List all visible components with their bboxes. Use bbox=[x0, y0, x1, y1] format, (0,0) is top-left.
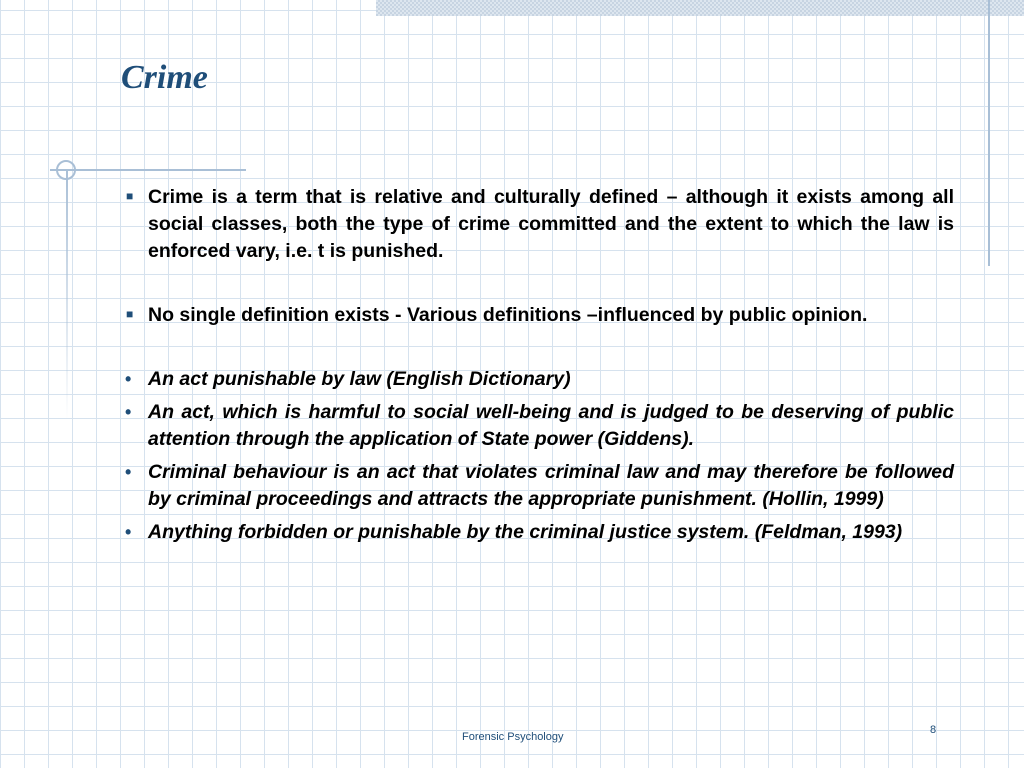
square-bullet-icon: ■ bbox=[126, 307, 134, 321]
right-decorative-rule bbox=[988, 0, 990, 266]
dot-bullet-icon: • bbox=[125, 522, 132, 542]
definition-item bbox=[124, 459, 954, 513]
bullet-text: No single definition exists - Various definitions –influenced by public opinion. bbox=[148, 304, 868, 326]
definition-text: Criminal behaviour is an act that violates criminal law and may therefore be followed by criminal proceedings and attracts the appropriate punishment. (Hollin, 1999) bbox=[148, 461, 954, 510]
horizontal-decorative-rule bbox=[50, 169, 246, 171]
definition-text: Anything forbidden or punishable by the criminal justice system. (Feldman, 1993) bbox=[148, 521, 903, 543]
definition-text: An act, which is harmful to social well-being and is judged to be deserving of public attention through the application of State power (Giddens). bbox=[148, 401, 954, 450]
slide-footer: Forensic Psychology bbox=[462, 731, 564, 743]
dot-bullet-icon: • bbox=[125, 369, 132, 389]
definition-item bbox=[124, 366, 954, 393]
left-decorative-rule bbox=[66, 170, 68, 420]
bullet-text: Crime is a term that is relative and culturally defined – although it exists among all social classes, both the type of crime committed and the extent to which the law is enforced vary, i.e. t is punished. bbox=[148, 186, 954, 262]
slide-body bbox=[124, 184, 954, 552]
dot-bullet-icon: • bbox=[125, 402, 132, 422]
definition-item bbox=[124, 399, 954, 453]
dot-bullet-icon: • bbox=[125, 462, 132, 482]
bullet-item bbox=[124, 302, 954, 329]
circle-decoration bbox=[56, 160, 76, 180]
square-bullet-icon: ■ bbox=[126, 189, 134, 203]
bullet-item bbox=[124, 184, 954, 265]
top-decorative-band bbox=[376, 0, 1024, 16]
definition-item bbox=[124, 519, 954, 546]
page-number: 8 bbox=[930, 724, 937, 736]
slide-title: Crime bbox=[121, 59, 208, 96]
definition-text: An act punishable by law (English Dictionary) bbox=[148, 368, 571, 390]
